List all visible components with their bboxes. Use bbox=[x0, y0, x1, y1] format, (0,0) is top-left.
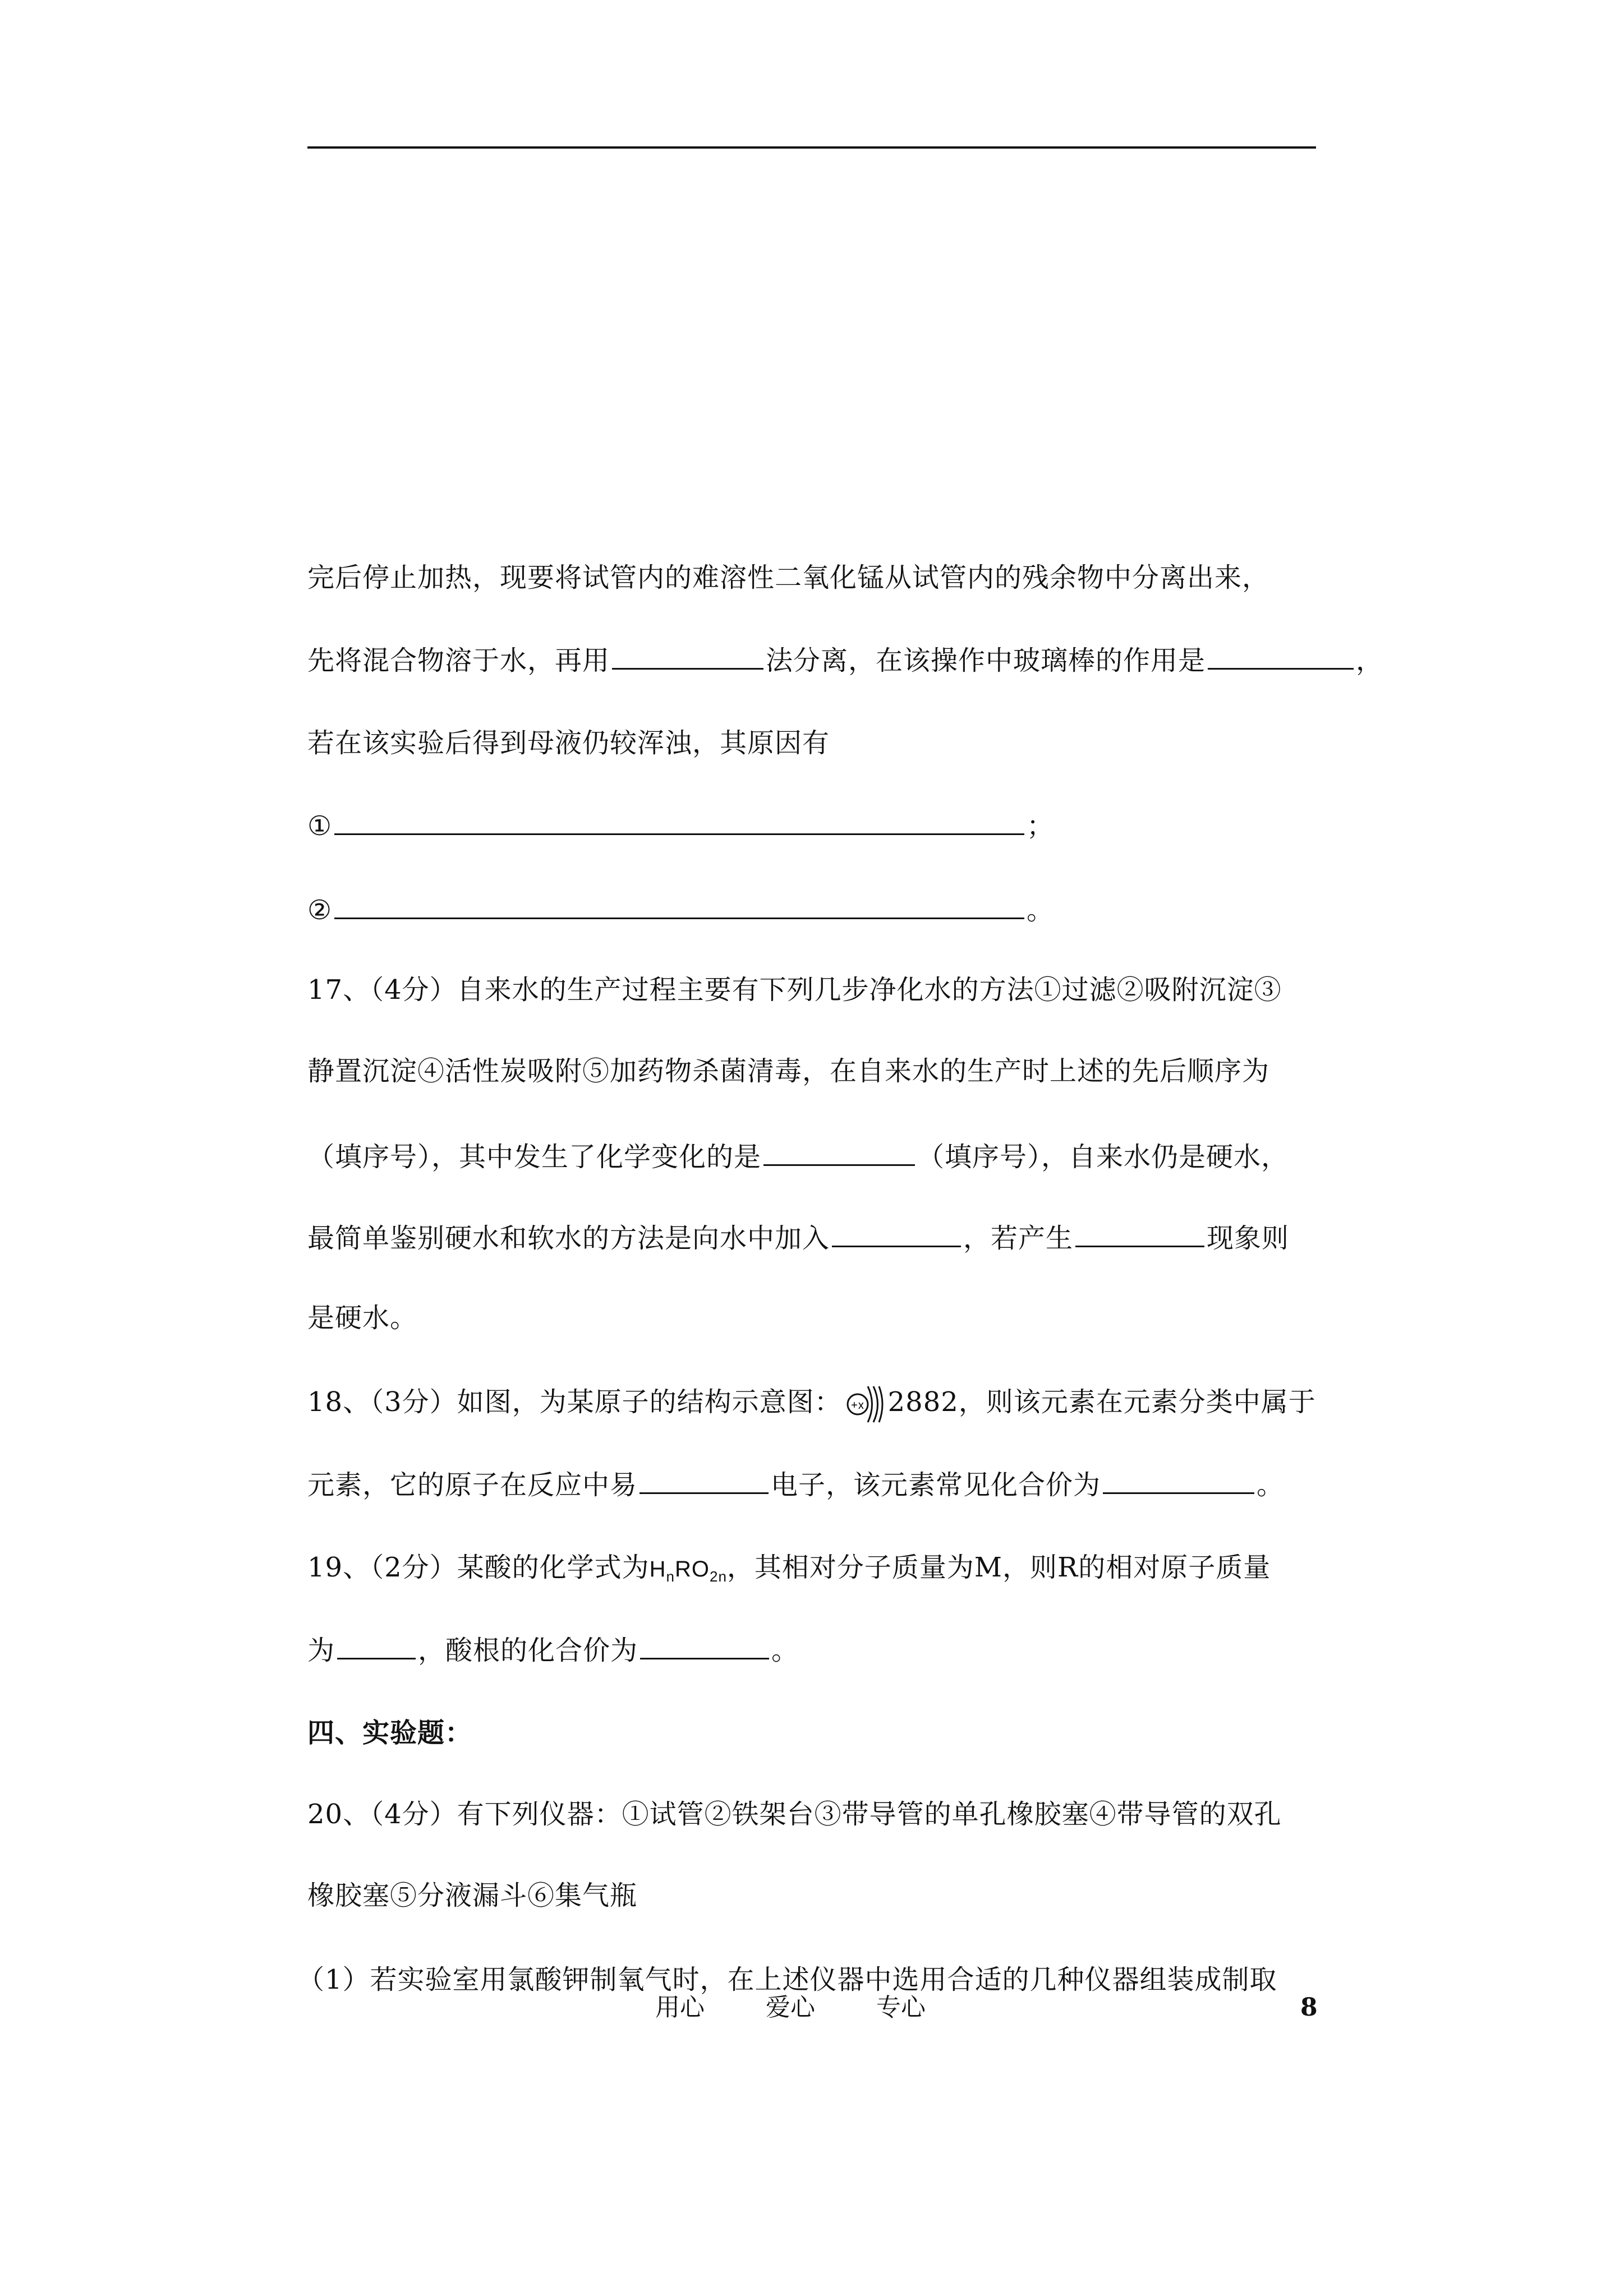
answer-blank[interactable] bbox=[1075, 1214, 1204, 1247]
footer-motto-1: 用心 bbox=[655, 1993, 705, 2022]
answer-blank[interactable] bbox=[1103, 1461, 1254, 1494]
text-line: 是硬水。 bbox=[307, 1302, 418, 1334]
footer-motto-2: 爱心 bbox=[766, 1993, 815, 2022]
question-20: 20、（4分）有下列仪器：①试管②铁架台③带导管的单孔橡胶塞④带导管的双孔 bbox=[307, 1799, 1282, 1830]
text-line: 为 ，酸根的化合价为 。 bbox=[307, 1626, 799, 1671]
text-line: 元素，它的原子在反应中易 电子，该元素常见化合价为 。 bbox=[307, 1461, 1284, 1506]
answer-blank[interactable] bbox=[334, 802, 1024, 835]
answer-blank[interactable] bbox=[334, 886, 1024, 919]
answer-blank[interactable] bbox=[640, 1461, 769, 1494]
question-17: 17、（4分）自来水的生产过程主要有下列几步净化水的方法①过滤②吸附沉淀③ bbox=[307, 974, 1282, 1006]
page-number: 8 bbox=[1300, 1993, 1318, 2022]
text-line: 橡胶塞⑤分液漏斗⑥集气瓶 bbox=[307, 1880, 638, 1911]
answer-blank[interactable] bbox=[832, 1214, 961, 1247]
text-line: 静置沉淀④活性炭吸附⑤加药物杀菌清毒，在自来水的生产时上述的先后顺序为 bbox=[307, 1055, 1270, 1087]
footer-motto-3: 专心 bbox=[876, 1993, 926, 2022]
text-line: 最简单鉴别硬水和软水的方法是向水中加入 ，若产生 现象则 bbox=[307, 1214, 1289, 1259]
answer-blank[interactable] bbox=[1208, 637, 1354, 670]
text-line: 若在该实验后得到母液仍较浑浊，其原因有 bbox=[307, 727, 830, 759]
answer-blank[interactable] bbox=[612, 637, 763, 670]
answer-blank[interactable] bbox=[640, 1626, 769, 1659]
atom-structure-diagram bbox=[845, 1382, 885, 1427]
text-line: （填序号），其中发生了化学变化的是 （填序号），自来水仍是硬水， bbox=[307, 1133, 1289, 1178]
text-line: 完后停止加热，现要将试管内的难溶性二氧化锰从试管内的残余物中分离出来， bbox=[307, 562, 1270, 593]
answer-blank[interactable] bbox=[763, 1133, 915, 1166]
header-rule bbox=[307, 146, 1316, 149]
text-line: ① ； bbox=[307, 802, 1054, 847]
section-title: 四、实验题： bbox=[307, 1717, 473, 1749]
text-line: ② 。 bbox=[307, 886, 1054, 931]
answer-blank[interactable] bbox=[337, 1626, 416, 1659]
question-18: 18、（3分）如图，为某原子的结构示意图： +x 2882，则该元素在元素分类中属于 bbox=[307, 1380, 1316, 1424]
chemical-formula: $H_nRO_{2n}$ bbox=[649, 1557, 727, 1585]
atom-nucleus-label: +x bbox=[850, 1399, 864, 1412]
question-19: 19、（2分）某酸的化学式为$H_nRO_{2n}$，其相对分子质量为M，则R的相对原子质量 bbox=[307, 1552, 1271, 1585]
text-line: 先将混合物溶于水，再用 法分离，在该操作中玻璃棒的作用是 ， bbox=[307, 637, 1383, 681]
text-line: （1）若实验室用氯酸钾制氧气时，在上述仪器中选用合适的几种仪器组装成制取 bbox=[297, 1964, 1277, 1995]
